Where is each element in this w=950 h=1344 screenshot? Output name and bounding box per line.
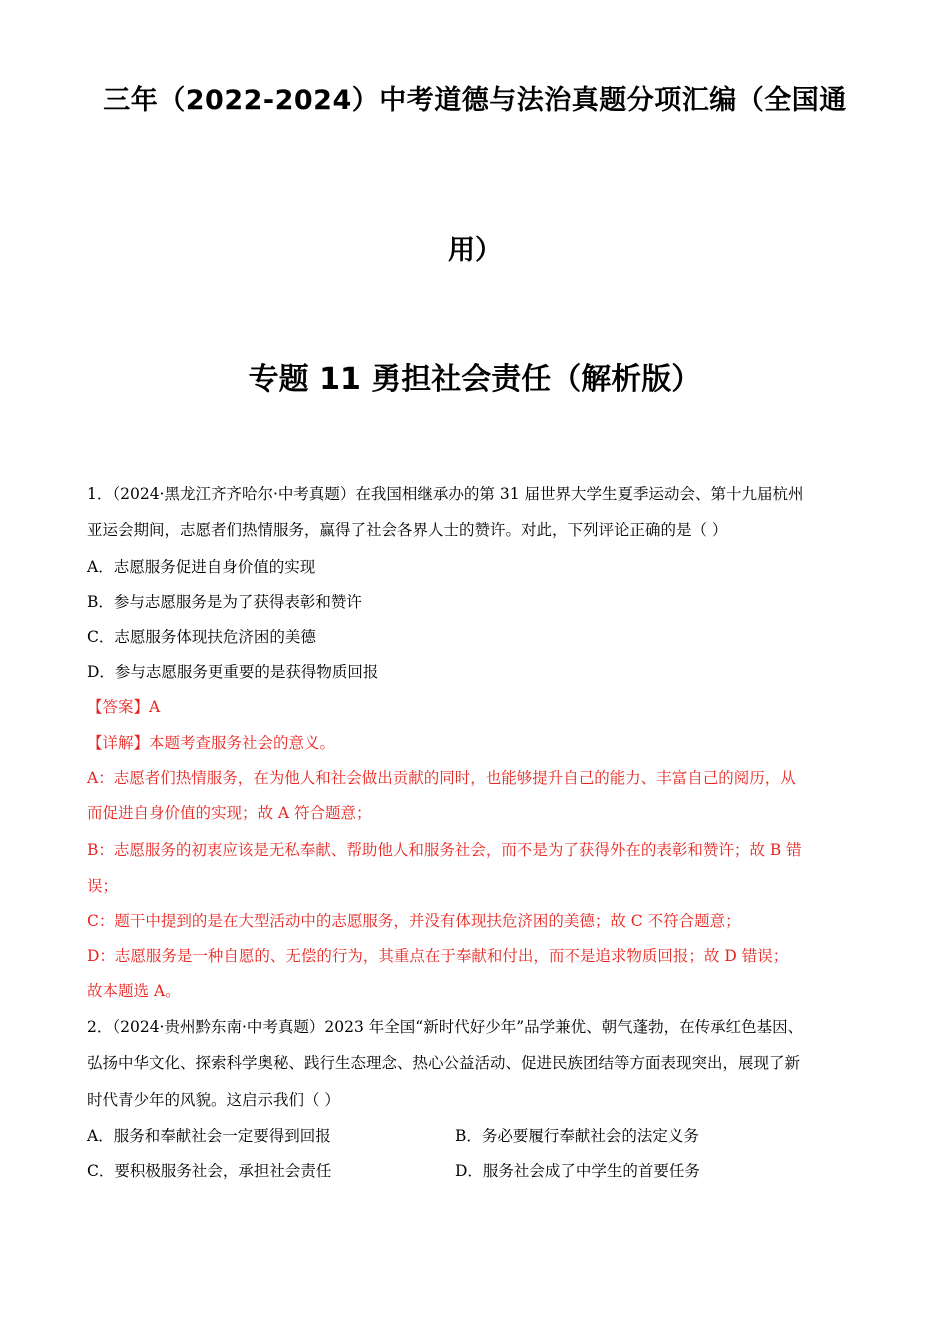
q1-option-a: A．志愿服务促进自身价值的实现	[87, 558, 316, 576]
q1-analysis-d: D：志愿服务是一种自愿的、无偿的行为，其重点在于奉献和付出，而不是追求物质回报；故 D 错误；	[87, 947, 789, 965]
topic-subtitle: 专题 11 勇担社会责任（解析版）	[248, 362, 702, 397]
q2-stem-line1: 2．（2024·贵州黔东南·中考真题）2023 年全国“新时代好少年”品学兼优、朝气蓬勃，在传承红色基因、	[87, 1018, 804, 1036]
document-title-line2: 用）	[448, 235, 502, 266]
q2-option-a: A．服务和奉献社会一定要得到回报	[87, 1127, 331, 1145]
q2-option-b: B．务必要履行奉献社会的法定义务	[455, 1127, 699, 1145]
q1-option-c: C．志愿服务体现扶危济困的美德	[87, 628, 316, 646]
document-title-line1: 三年（2022-2024）中考道德与法治真题分项汇编（全国通	[103, 85, 847, 116]
q1-analysis-c: C：题干中提到的是在大型活动中的志愿服务，并没有体现扶危济困的美德；故 C 不符合题意；	[87, 912, 741, 930]
q1-option-d: D．参与志愿服务更重要的是获得物质回报	[87, 663, 379, 681]
q1-analysis-a-line1: A：志愿者们热情服务，在为他人和社会做出贡献的同时，也能够提升自己的能力、丰富自己的阅历，从	[87, 769, 796, 787]
q1-option-b: B．参与志愿服务是为了获得表彰和赞许	[87, 593, 362, 611]
q1-conclusion: 故本题选 A。	[87, 982, 181, 1000]
q1-analysis-b-line1: B：志愿服务的初衷应该是无私奉献、帮助他人和服务社会，而不是为了获得外在的表彰和赞许；故 B 错	[87, 841, 802, 859]
q1-answer: 【答案】A	[87, 698, 161, 716]
q1-stem-line1: 1．（2024·黑龙江齐齐哈尔·中考真题）在我国相继承办的第 31 届世界大学生夏季运动会、第十九届杭州	[87, 485, 804, 503]
q2-stem-line3: 时代青少年的风貌。这启示我们（ ）	[87, 1091, 340, 1109]
q1-analysis-b-line2: 误；	[87, 877, 119, 895]
q1-analysis-a-line2: 而促进自身价值的实现；故 A 符合题意；	[87, 804, 372, 822]
q1-analysis-intro: 【详解】本题考查服务社会的意义。	[87, 734, 336, 752]
q1-stem-line2: 亚运会期间，志愿者们热情服务，赢得了社会各界人士的赞许。对此，下列评论正确的是（ ）	[87, 521, 728, 539]
q2-stem-line2: 弘扬中华文化、探索科学奥秘、践行生态理念、热心公益活动、促进民族团结等方面表现突出，展现了新	[87, 1054, 801, 1072]
q2-option-d: D．服务社会成了中学生的首要任务	[455, 1162, 700, 1180]
q2-option-c: C．要积极服务社会，承担社会责任	[87, 1162, 332, 1180]
